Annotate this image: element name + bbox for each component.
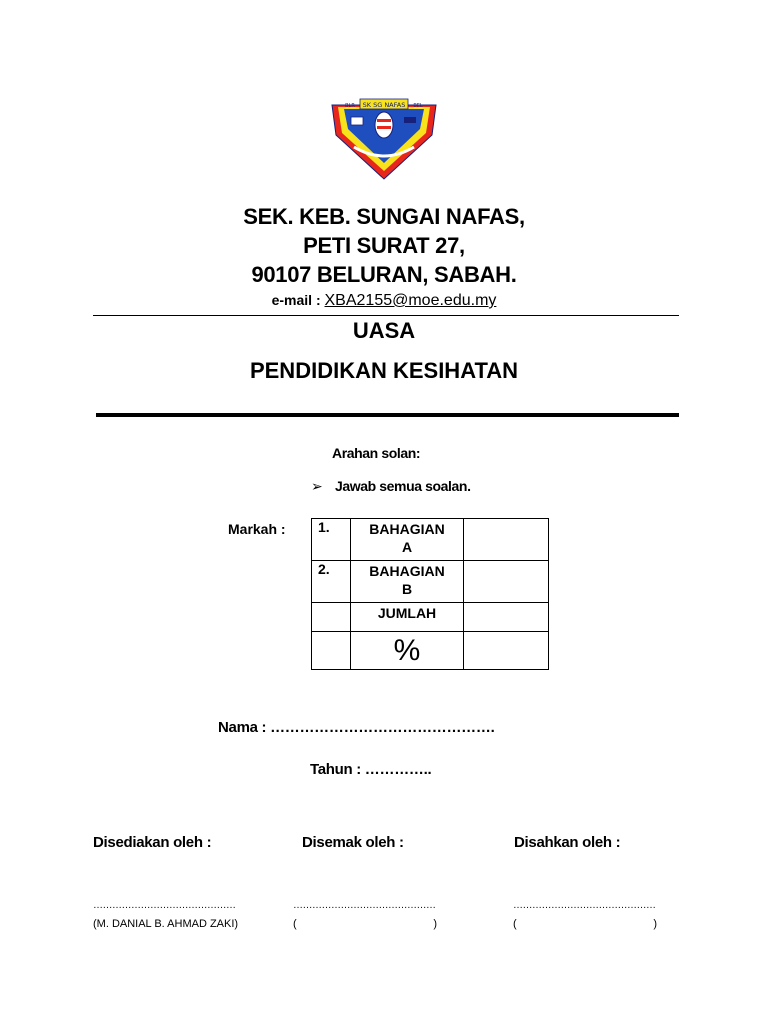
checked-by-title: Disemak oleh :: [302, 834, 404, 851]
email-link[interactable]: XBA2155@moe.edu.my: [324, 292, 497, 309]
prepared-by-signature-line: ………………………………………: [93, 900, 236, 911]
school-name: SEK. KEB. SUNGAI NAFAS,: [243, 204, 525, 229]
row-number: [312, 632, 351, 670]
percent-label: %: [351, 632, 464, 670]
approved-by-name: [513, 918, 657, 930]
logo-banner-text: SK SG NAFAS: [362, 101, 406, 109]
school-logo: [328, 95, 440, 181]
instructions-title: Arahan solan:: [332, 445, 421, 461]
score-cell: [464, 632, 549, 670]
paren-open: (: [293, 918, 297, 930]
instruction-text: Jawab semua soalan.: [335, 478, 471, 494]
paren-open: (: [513, 918, 517, 930]
approved-by-signature-line: ………………………………………: [513, 900, 656, 911]
logo-mortarboard-icon: [404, 117, 416, 123]
subject-title: PENDIDIKAN KESIHATAN: [249, 358, 519, 383]
paren-close: ): [653, 918, 657, 930]
student-name-line: Nama : ……………………………………….: [218, 719, 495, 736]
school-address-line1: PETI SURAT 27,: [303, 233, 465, 258]
row-number: [312, 603, 351, 632]
row-label: [351, 603, 464, 632]
row-label-line1: BAHAGIAN: [369, 521, 445, 537]
marks-table: [311, 518, 549, 670]
logo-book-icon: [375, 112, 393, 138]
approved-by-title: Disahkan oleh :: [514, 834, 621, 851]
score-cell: [464, 519, 549, 561]
arrow-bullet-icon: ➢: [311, 478, 323, 494]
row-label: [351, 561, 464, 603]
checked-by-signature-line: ………………………………………: [293, 900, 436, 911]
prepared-by-name: (M. DANIAL B. AHMAD ZAKI): [93, 918, 239, 930]
table-row: [312, 632, 549, 670]
row-label-line1: BAHAGIAN: [369, 563, 445, 579]
prepared-by-title: Disediakan oleh :: [93, 834, 212, 851]
email-row: [0, 292, 768, 310]
instruction-item: [311, 478, 471, 495]
row-label-line2: B: [401, 581, 413, 597]
score-cell: [464, 561, 549, 603]
student-year-line: Tahun : …………..: [310, 761, 432, 778]
row-number: 2.: [312, 561, 351, 603]
row-label: [351, 519, 464, 561]
title-divider: [96, 413, 679, 417]
email-label: e-mail :: [271, 292, 321, 308]
marks-label: Markah :: [228, 521, 286, 537]
logo-right-text: BEL: [413, 103, 423, 109]
logo-left-text: BLR: [345, 103, 355, 109]
score-cell: [464, 603, 549, 632]
school-address-line2: 90107 BELURAN, SABAH.: [251, 262, 517, 287]
table-row: [312, 519, 549, 561]
table-row: [312, 603, 549, 632]
logo-laptop-icon: [351, 117, 363, 125]
row-number: 1.: [312, 519, 351, 561]
row-label-line1: JUMLAH: [377, 605, 437, 621]
paren-close: ): [433, 918, 437, 930]
checked-by-name: [293, 918, 437, 930]
row-label-line2: A: [401, 539, 413, 555]
table-row: [312, 561, 549, 603]
header-divider: [93, 315, 679, 316]
exam-title: UASA: [352, 318, 416, 343]
